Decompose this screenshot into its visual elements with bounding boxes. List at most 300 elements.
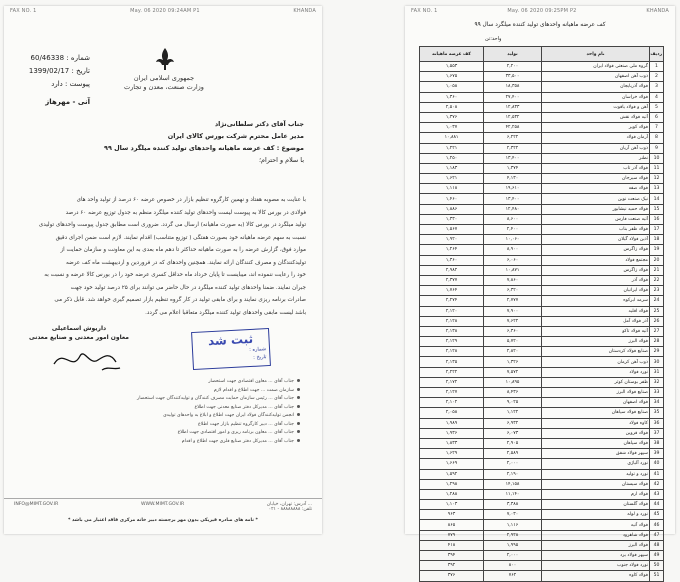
production-cell: ۸,۴۳۶ (484, 388, 542, 398)
production-cell: ۲,۴۰۰ (484, 225, 542, 235)
production-cell: ۴,۱۳۰ (484, 174, 542, 184)
footer-note: * نامه های صادره فیزیکی بدون مهر برجسته دبیر خانه مرکزی فاقد اعتبار می باشد * (68, 518, 258, 523)
table-row (420, 62, 664, 72)
unit-name-cell: ذوب آهن آریان (542, 143, 650, 153)
production-cell: ۷,۶۲۲ (484, 316, 542, 326)
table-row (420, 194, 664, 204)
production-cell: ۱۰,۰۶۰ (484, 235, 542, 245)
table-header-row (420, 47, 664, 62)
monthly-quota-cell: ۳۷۶ (420, 571, 484, 581)
unit-name-cell: فولاد صفه (542, 184, 650, 194)
unit-name-cell: فولاد اصفهان (542, 398, 650, 408)
unit-name-cell: فولاد خراسان (542, 92, 650, 102)
table-page (405, 6, 675, 579)
unit-name-cell: فولاد قزوین (542, 428, 650, 438)
unit-name-cell: فولاد ارم (542, 489, 650, 499)
production-cell: ۱,۱۲۲ (484, 408, 542, 418)
table-row (420, 306, 664, 316)
production-cell: ۱۲,۵۳۲ (484, 112, 542, 122)
unit-name-cell: فولاد اقلید (542, 306, 650, 316)
unit-name-cell: فولاد آتیه (542, 520, 650, 530)
table-row (420, 408, 664, 418)
production-cell: ۳,۳۸۸ (484, 500, 542, 510)
cc-list (50, 378, 300, 446)
greeting: با سلام و احترام؛ (259, 156, 304, 164)
production-cell: ۱۰,۸۹۵ (484, 377, 542, 387)
table-row (420, 449, 664, 459)
letter-body: با عنایت به مصوبه هفتاد و نهمین کارگروه تنظیم بازار در خصوص عرضه ۶۰ درصد از تولید واحد های فولادی در بورس کالا به پیوست لیست واحدهای تولید کننده میلگرد منظم به جدول توزیع عرضه ۶۰ درصد تولید میلگرد در بورس کالا (به صورت ماهیانه) ارسال می گردد. ضروری است مطابق جدول پیوست واحدهای تولیدی نسبت به سهم عرضه ماهیانه خود بصورت هفتگی ( توزیع متناسب) اقدام نمایند. لازم است ضمن اجرای دقیق موارد فوق، گزارش عرضه را به صورت ماهیانه حداکثر تا دهم ماه بعدی به این معاونت و سازمان حمایت از تولیدکنندگان و مصرف کنندگان ارائه نمایند. همچنین واحدهای که در فروردین و اردیبهشت ماه کف عرضه خود را رعایت ننموده اند، میبایست تا پایان خرداد ماه حداقل کسری عرضه خود را در بورس کالا عرضه و نسبت به جبران نمایند. ضمنا واحدهای تولید کننده میلگرد در حال حاضر می توانند برای ۲۵ درصد تولید خود جهت صادرات برنامه ریزی نمایند و برای مابقی تولید در کار گروه تنظیم بازار تصمیم گیری خواهد شد. قابل ذکر می باشد لیست مابقی واحدهای تولید کننده میلگرد متعاقبا اعلام می گردد. (38, 197, 306, 316)
production-cell: ۶,۰۷۳ (484, 428, 542, 438)
footer-address: آدرس: تهران، خیابان ... (266, 502, 312, 507)
table-row (420, 225, 664, 235)
table-row (420, 510, 664, 520)
ministry-title: جمهوری اسلامی ایران وزارت صنعت، معدن و تجارت (124, 74, 204, 91)
unit-name-cell: فولاد آذر (542, 275, 650, 285)
production-cell: ۷,۵۷۲ (484, 367, 542, 377)
monthly-quota-cell: ۲,۱۲۸ (420, 316, 484, 326)
production-cell: ۲,۸۲۰ (484, 347, 542, 357)
production-cell: ۹,۰۲۵ (484, 398, 542, 408)
table-row (420, 418, 664, 428)
monthly-quota-cell: ۱,۹۳۶ (420, 428, 484, 438)
row-number-cell: 8 (650, 133, 664, 143)
row-number-cell: 41 (650, 469, 664, 479)
unit-name-cell: نورد و تولید (542, 469, 650, 479)
table-row (420, 296, 664, 306)
monthly-quota-cell: ۳۹۴ (420, 551, 484, 561)
monthly-quota-cell: ۱,۲۲۱ (420, 143, 484, 153)
row-number-cell: 17 (650, 225, 664, 235)
table-unit: واحد:تن (485, 36, 502, 42)
unit-name-cell: فولاد البرز (542, 540, 650, 550)
monthly-quota-cell: ۱,۷۶۴ (420, 286, 484, 296)
row-number-cell: 49 (650, 551, 664, 561)
table-row (420, 143, 664, 153)
monthly-quota-cell: ۱,۹۸۹ (420, 418, 484, 428)
footer-website: WWW.MIMT.GOV.IR (140, 502, 185, 507)
monthly-quota-cell: ۱,۲۹۸ (420, 479, 484, 489)
letter-attachment: دارد (51, 80, 63, 88)
table-row (420, 388, 664, 398)
fax-header (405, 6, 675, 18)
unit-name-cell: فولاد سیرجان (542, 174, 650, 184)
table-row (420, 377, 664, 387)
row-number-cell: 10 (650, 153, 664, 163)
production-cell: ۱,۳۲۶ (484, 357, 542, 367)
cc-item: انجمن تولیدکنندگان فولاد ایران جهت اطلاع و ابلاغ به واحدهای تولیدی (50, 412, 300, 421)
production-cell: ۷,۹۰۰ (484, 306, 542, 316)
letter-header (54, 118, 304, 166)
letter-footer (4, 498, 322, 526)
signatory-title: معاون امور معدنی و صنایع معدنی (29, 334, 129, 341)
monthly-quota-cell: ۱۰,۸۸۱ (420, 133, 484, 143)
production-cell: ۸,۶۰۰ (484, 214, 542, 224)
table-row (420, 123, 664, 133)
table-row (420, 316, 664, 326)
table-row (420, 184, 664, 194)
row-number-cell: 19 (650, 245, 664, 255)
quota-table (419, 46, 664, 582)
production-cell: ۱,۳۷۴ (484, 163, 542, 173)
unit-name-cell: سرمد ابرکوه (542, 296, 650, 306)
unit-name-cell: ذوب آهن کرمان (542, 357, 650, 367)
cc-item: جناب آقای ... مدیرکل دفتر صنایع معدنی جهت اطلاع (50, 404, 300, 413)
footer-phone: تلفن: ۸۸۸۸۸۸۸۸ - ۰۲۱ (268, 507, 312, 512)
unit-name-cell: آهن و فولاد یاقوت (542, 102, 650, 112)
row-number-cell: 33 (650, 388, 664, 398)
unit-name-cell: فولاد آذر تاب (542, 163, 650, 173)
production-cell: ۱۹,۶۱۰ (484, 184, 542, 194)
unit-name-cell: فولاد ظفر بناب (542, 225, 650, 235)
table-row (420, 153, 664, 163)
unit-name-cell: گروه ملی صنعتی فولاد ایران (542, 62, 650, 72)
unit-name-cell: فولاد آذربایجان (542, 82, 650, 92)
table-row (420, 438, 664, 448)
table-row (420, 245, 664, 255)
production-cell: ۱۰,۸۷۱ (484, 265, 542, 275)
monthly-quota-cell: ۱,۸۳۳ (420, 438, 484, 448)
unit-name-cell: فولاد گلستان (542, 500, 650, 510)
production-cell: ۸,۹۰۰ (484, 245, 542, 255)
production-cell: ۱۲,۸۳۳ (484, 102, 542, 112)
unit-name-cell: آتیه فولاد تاکو (542, 326, 650, 336)
row-number-cell: 39 (650, 449, 664, 459)
fax-number: FAX NO. 1 (411, 8, 438, 14)
monthly-quota-cell: ۲,۱۲۹ (420, 337, 484, 347)
production-cell: ۲,۹۰۵ (484, 438, 542, 448)
production-cell: ۱۲,۴۸۰ (484, 204, 542, 214)
row-number-cell: 37 (650, 428, 664, 438)
row-number-cell: 27 (650, 326, 664, 336)
unit-name-cell: سپهر فولاد شفق (542, 449, 650, 459)
col-header-unit-name: نام واحد (542, 47, 650, 62)
monthly-quota-cell: ۱,۳۶۰ (420, 255, 484, 265)
col-header-monthly-quota: کف عرضه ماهیانه (420, 47, 484, 62)
production-cell: ۶,۳۶۰ (484, 326, 542, 336)
production-cell: ۴۲,۲۵۸ (484, 123, 542, 133)
production-cell: ۲,۱۹۰ (484, 469, 542, 479)
unit-name-cell: صنایع فولاد البرز (542, 388, 650, 398)
production-cell: ۷,۰۳۰ (484, 510, 542, 520)
row-number-cell: 34 (650, 398, 664, 408)
row-number-cell: 42 (650, 479, 664, 489)
unit-name-cell: آذر فولاد آمل (542, 316, 650, 326)
table-row (420, 92, 664, 102)
production-cell: ۲,۰۰۰ (484, 551, 542, 561)
row-number-cell: 23 (650, 286, 664, 296)
cc-item: جناب آقای ... دبیر کارگروه تنظیم بازار جهت اطلاع (50, 421, 300, 430)
fax-timestamp: May. 06 2020 09:25PM P2 (507, 8, 577, 14)
monthly-quota-cell: ۲,۱۲۸ (420, 347, 484, 357)
monthly-quota-cell: ۲,۱۳۵ (420, 357, 484, 367)
table-row (420, 326, 664, 336)
monthly-quota-cell: ۲,۵۰۸ (420, 102, 484, 112)
cc-item: جناب آقای ... معاون برنامه ریزی و امور اقتصادی جهت اطلاع (50, 429, 300, 438)
cc-item: جناب آقای ... معاون اقتصادی جهت استحضار (50, 378, 300, 387)
production-cell: ۱۳,۴۰۰ (484, 194, 542, 204)
monthly-quota-cell: ۱,۰۳۷ (420, 123, 484, 133)
table-row (420, 561, 664, 571)
production-cell: ۱,۹۹۵ (484, 540, 542, 550)
recipient: جناب آقای دکتر سلطانی‌نژاد (214, 120, 304, 128)
monthly-quota-cell: ۱,۱۸۳ (420, 163, 484, 173)
recipient-title: مدیر عامل محترم شرکت بورس کالای ایران (167, 132, 304, 140)
table-row (420, 459, 664, 469)
table-row (420, 337, 664, 347)
row-number-cell: 5 (650, 102, 664, 112)
production-cell: ۱۸,۳۵۸ (484, 82, 542, 92)
table-row (420, 357, 664, 367)
table-row (420, 133, 664, 143)
monthly-quota-cell: ۱,۵۶۷ (420, 225, 484, 235)
table-row (420, 255, 664, 265)
handwritten-signature-icon (44, 342, 134, 376)
monthly-quota-cell: ۲,۲۲۲ (420, 367, 484, 377)
monthly-quota-cell: ۹۶۳ (420, 510, 484, 520)
production-cell: ۱۴,۱۵۸ (484, 479, 542, 489)
fax-sender: KHANDA (646, 8, 669, 14)
monthly-quota-cell: ۲,۲۷۴ (420, 296, 484, 306)
row-number-cell: 14 (650, 194, 664, 204)
registration-stamp: ثبت شد شماره : تاریخ : (191, 328, 271, 370)
unit-name-cell: آرمان فولاد (542, 133, 650, 143)
table-row (420, 367, 664, 377)
table-row (420, 398, 664, 408)
table-row (420, 489, 664, 499)
table-row (420, 500, 664, 510)
subject: موضوع : کف عرضه ماهیانه واحدهای تولید کننده میلگرد سال ۹۹ (104, 144, 304, 152)
table-row (420, 163, 664, 173)
row-number-cell: 12 (650, 174, 664, 184)
fax-sender: KHANDA (293, 8, 316, 14)
row-number-cell: 28 (650, 337, 664, 347)
row-number-cell: 9 (650, 143, 664, 153)
monthly-quota-cell: ۲,۳۷۷ (420, 275, 484, 285)
monthly-quota-cell: ۱,۶۲۹ (420, 449, 484, 459)
cc-item: جناب آقای ... رئیس سازمان حمایت مصرف کنندگان و تولیدکنندگان جهت استحضار (50, 395, 300, 404)
row-number-cell: 30 (650, 357, 664, 367)
monthly-quota-cell: ۳۹۲ (420, 561, 484, 571)
production-cell: ۲۷,۴۰۰ (484, 92, 542, 102)
row-number-cell: 2 (650, 72, 664, 82)
monthly-quota-cell: ۱,۱۰۳ (420, 500, 484, 510)
monthly-quota-cell: ۱,۲۶۴ (420, 245, 484, 255)
row-number-cell: 43 (650, 489, 664, 499)
unit-name-cell: آتیه صنعت فارس (542, 214, 650, 224)
table-row (420, 469, 664, 479)
row-number-cell: 25 (650, 306, 664, 316)
row-number-cell: 13 (650, 184, 664, 194)
row-number-cell: 32 (650, 377, 664, 387)
col-header-production: تولید (484, 47, 542, 62)
monthly-quota-cell: ۱,۹۲۰ (420, 235, 484, 245)
monthly-quota-cell: ۷۷۹ (420, 530, 484, 540)
unit-name-cell: مجتمع فولاد (542, 255, 650, 265)
letter-page (4, 6, 322, 534)
monthly-quota-cell: ۱,۵۵۳ (420, 62, 484, 72)
unit-name-cell: ظفر بوستان کوثر (542, 377, 650, 387)
production-cell: ۷۶۲ (484, 571, 542, 581)
production-cell: ۸۰۰ (484, 561, 542, 571)
table-row (420, 479, 664, 489)
table-row (420, 235, 664, 245)
monthly-quota-cell: ۴۱۸ (420, 540, 484, 550)
monthly-quota-cell: ۱,۶۷۵ (420, 72, 484, 82)
table-row (420, 571, 664, 581)
col-header-row-number: ردیف (650, 47, 664, 62)
fax-timestamp: May. 06 2020 09:24AM P1 (130, 8, 200, 14)
letter-meta: شماره : 60/46338 تاریخ : 1399/02/17 پیوست : دارد (28, 54, 90, 88)
row-number-cell: 26 (650, 316, 664, 326)
unit-name-cell: نیک صنعت نوین (542, 194, 650, 204)
production-cell: ۲,۹۲۸ (484, 530, 542, 540)
monthly-quota-cell: ۱,۳۷۶ (420, 112, 484, 122)
unit-name-cell: صنایع فولاد سپاهان (542, 408, 650, 418)
monthly-quota-cell: ۲,۱۳۸ (420, 326, 484, 336)
row-number-cell: 40 (650, 459, 664, 469)
unit-name-cell: آذین فولاد گیلان (542, 235, 650, 245)
unit-name-cell: نورد فولاد جنوب (542, 561, 650, 571)
production-cell: ۶,۹۳۲ (484, 418, 542, 428)
production-cell: ۷,۸۶۰ (484, 275, 542, 285)
signature-block (24, 324, 134, 342)
row-number-cell: 29 (650, 347, 664, 357)
table-row (420, 265, 664, 275)
cc-item: جناب آقای ... مدیرکل دفتر صنایع فلزی جهت اطلاع و اقدام (50, 438, 300, 447)
monthly-quota-cell: ۸۶۵ (420, 520, 484, 530)
monthly-quota-cell: ۱,۸۸۶ (420, 204, 484, 214)
production-cell: ۱,۱۱۶ (484, 520, 542, 530)
unit-name-cell: فولاد حمید نیشابور (542, 204, 650, 214)
monthly-quota-cell: ۱,۳۳۰ (420, 214, 484, 224)
row-number-cell: 24 (650, 296, 664, 306)
row-number-cell: 7 (650, 123, 664, 133)
unit-name-cell: سپهر فولاد یزد (542, 551, 650, 561)
production-cell: ۶,۲۲۲ (484, 133, 542, 143)
table-row (420, 286, 664, 296)
letter-number: 60/46338 (30, 54, 65, 62)
unit-name-cell: نطنز (542, 153, 650, 163)
fax-header (4, 6, 322, 18)
table-row (420, 520, 664, 530)
unit-name-cell: فولاد سپاهان (542, 438, 650, 448)
footer-email: INFO@MIMT.GOV.IR (14, 502, 59, 507)
row-number-cell: 22 (650, 275, 664, 285)
row-number-cell: 44 (650, 500, 664, 510)
fax-number: FAX NO. 1 (10, 8, 37, 14)
table-body (420, 62, 664, 582)
production-cell: ۱۳,۴۰۰ (484, 153, 542, 163)
row-number-cell: 36 (650, 418, 664, 428)
priority-tag: آنی - مهرهاز (45, 98, 90, 106)
row-number-cell: 11 (650, 163, 664, 173)
table-row (420, 82, 664, 92)
unit-name-cell: فولاد زاگرس (542, 265, 650, 275)
unit-name-cell: نورد آلیاژی (542, 459, 650, 469)
row-number-cell: 16 (650, 214, 664, 224)
unit-name-cell: فولاد کاوه (542, 571, 650, 581)
cc-item: سازمان صمت ... جهت اطلاع و اقدام لازم (50, 387, 300, 396)
unit-name-cell: نورد و لوله (542, 510, 650, 520)
table-row (420, 112, 664, 122)
row-number-cell: 45 (650, 510, 664, 520)
unit-name-cell: فولاد شاهرود (542, 530, 650, 540)
row-number-cell: 47 (650, 530, 664, 540)
unit-name-cell: فولاد ایرانیان (542, 286, 650, 296)
row-number-cell: 3 (650, 82, 664, 92)
table-row (420, 204, 664, 214)
row-number-cell: 4 (650, 92, 664, 102)
unit-name-cell: آتیه فولاد نقش (542, 112, 650, 122)
monthly-quota-cell: ۲,۰۵۸ (420, 408, 484, 418)
table-row (420, 347, 664, 357)
production-cell: ۶,۰۶۰ (484, 255, 542, 265)
row-number-cell: 15 (650, 204, 664, 214)
production-cell: ۱۱,۱۴۰ (484, 489, 542, 499)
row-number-cell: 31 (650, 367, 664, 377)
row-number-cell: 18 (650, 235, 664, 245)
unit-name-cell: کاوه فولاد (542, 418, 650, 428)
unit-name-cell: نورد فولاد (542, 367, 650, 377)
monthly-quota-cell: ۱,۲۸۸ (420, 489, 484, 499)
table-row (420, 174, 664, 184)
production-cell: ۲,۵۸۹ (484, 449, 542, 459)
production-cell: ۲,۳۲۲ (484, 143, 542, 153)
monthly-quota-cell: ۱,۰۵۸ (420, 82, 484, 92)
unit-name-cell: صنایع فولاد کردستان (542, 347, 650, 357)
monthly-quota-cell: ۱,۴۶۰ (420, 194, 484, 204)
monthly-quota-cell: ۲,۱۲۷ (420, 388, 484, 398)
row-number-cell: 48 (650, 540, 664, 550)
monthly-quota-cell: ۲,۱۰۲ (420, 398, 484, 408)
table-row (420, 275, 664, 285)
row-number-cell: 46 (650, 520, 664, 530)
iran-emblem-icon (152, 46, 178, 72)
row-number-cell: 38 (650, 438, 664, 448)
letter-date: 1399/02/17 (28, 67, 70, 75)
monthly-quota-cell: ۱,۳۶۰ (420, 92, 484, 102)
production-cell: ۳۳,۵۰۰ (484, 72, 542, 82)
table-row (420, 540, 664, 550)
row-number-cell: 20 (650, 255, 664, 265)
production-cell: ۲,۷۷۷ (484, 296, 542, 306)
production-cell: ۶,۳۲۰ (484, 286, 542, 296)
row-number-cell: 50 (650, 561, 664, 571)
row-number-cell: 21 (650, 265, 664, 275)
monthly-quota-cell: ۱,۲۵۰ (420, 153, 484, 163)
table-row (420, 102, 664, 112)
row-number-cell: 35 (650, 408, 664, 418)
monthly-quota-cell: ۲,۱۲۰ (420, 306, 484, 316)
production-cell: ۲,۰۰۰ (484, 459, 542, 469)
unit-name-cell: فولاد کویر (542, 123, 650, 133)
production-cell: ۵,۷۲۰ (484, 337, 542, 347)
monthly-quota-cell: ۱,۶۲۱ (420, 174, 484, 184)
unit-name-cell: فولاد زاگرس (542, 245, 650, 255)
table-row (420, 428, 664, 438)
table-row (420, 214, 664, 224)
row-number-cell: 51 (650, 571, 664, 581)
signatory-name: داریوش اسماعیلی (51, 325, 107, 332)
unit-name-cell: فولاد سیستان (542, 479, 650, 489)
monthly-quota-cell: ۲,۹۸۲ (420, 265, 484, 275)
table-row (420, 551, 664, 561)
monthly-quota-cell: ۲,۱۷۲ (420, 377, 484, 387)
unit-name-cell: ذوب آهن اصفهان (542, 72, 650, 82)
unit-name-cell: فولاد البرز (542, 337, 650, 347)
table-title: کف عرضه ماهیانه واحدهای تولید کننده میلگرد سال ۹۹ (474, 22, 606, 28)
monthly-quota-cell: ۱,۵۹۲ (420, 469, 484, 479)
